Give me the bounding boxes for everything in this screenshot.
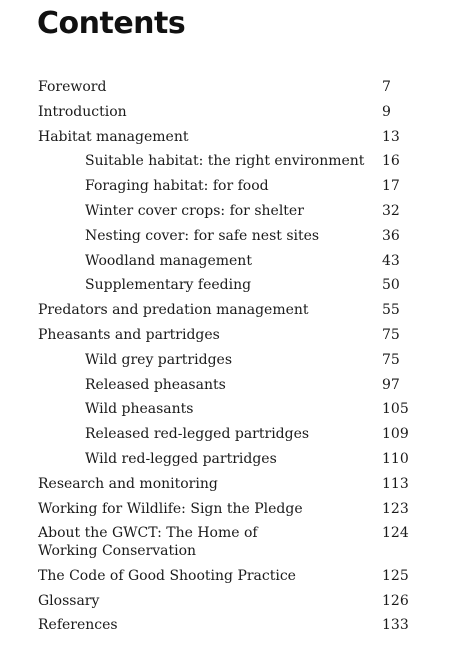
toc-entry-page-number: 36 bbox=[382, 227, 400, 244]
toc-entry bbox=[0, 450, 462, 468]
toc-entry-page-number: 109 bbox=[382, 426, 409, 443]
toc-entry-page-number: 133 bbox=[382, 617, 409, 634]
toc-entry-title bbox=[85, 276, 365, 294]
toc-entry bbox=[0, 78, 462, 96]
toc-entry-page-number: 75 bbox=[382, 351, 400, 368]
toc-entry-title-line: Wild grey partridges bbox=[85, 351, 232, 368]
toc-entry-title bbox=[85, 227, 365, 245]
toc-entry-title bbox=[38, 301, 358, 319]
toc-entry bbox=[0, 524, 462, 560]
toc-entry-page-number: 7 bbox=[382, 79, 391, 95]
toc-entry-page-number: 124 bbox=[382, 525, 409, 542]
toc-entry bbox=[0, 152, 462, 170]
toc-entry-title bbox=[85, 351, 365, 369]
toc-entry bbox=[0, 177, 462, 195]
toc-entry bbox=[0, 351, 462, 369]
toc-entry-page-number: 16 bbox=[382, 153, 400, 170]
toc-entry-title-line: The Code of Good Shooting Practice bbox=[38, 567, 296, 584]
toc-entry-title bbox=[85, 376, 365, 394]
toc-entry bbox=[0, 326, 462, 344]
toc-entry-title bbox=[38, 524, 358, 560]
toc-entry-title bbox=[38, 128, 358, 146]
toc-entry-title bbox=[85, 400, 365, 418]
toc-entry bbox=[0, 500, 462, 518]
toc-entry-title bbox=[38, 103, 358, 121]
toc-entry-title-line: Glossary bbox=[38, 592, 100, 609]
toc-entry bbox=[0, 616, 462, 634]
toc-entry-title bbox=[38, 616, 358, 634]
toc-entry-page-number: 110 bbox=[382, 451, 409, 467]
toc-entry-title-line: Nesting cover: for safe nest sites bbox=[85, 227, 320, 244]
toc-entry-page-number: 75 bbox=[382, 327, 400, 343]
toc-entry-title bbox=[38, 592, 358, 610]
toc-entry-title-line: Predators and predation management bbox=[38, 302, 309, 319]
toc-entry-title-line: Wild red-legged partridges bbox=[85, 451, 277, 467]
toc-entry-title-line: About the GWCT: The Home of bbox=[38, 525, 258, 542]
toc-entry-title-line: Suitable habitat: the right environment bbox=[85, 153, 365, 170]
toc-entry-title-line: Supplementary feeding bbox=[85, 277, 252, 294]
toc-entry-page-number: 17 bbox=[382, 178, 400, 195]
toc-entry bbox=[0, 567, 462, 585]
toc-entry bbox=[0, 276, 462, 294]
toc-entry bbox=[0, 376, 462, 394]
toc-entry-title-line: Woodland management bbox=[85, 252, 252, 269]
toc-entry bbox=[0, 592, 462, 610]
toc-entry-page-number: 125 bbox=[382, 567, 409, 584]
toc-entry-title-line: Wild pheasants bbox=[85, 401, 194, 418]
toc-entry-title-line: Foreword bbox=[38, 79, 107, 95]
toc-entry-title bbox=[85, 202, 365, 220]
toc-entry bbox=[0, 103, 462, 121]
toc-entry-title bbox=[38, 78, 358, 96]
toc-entry-title bbox=[85, 177, 365, 195]
toc-entry-page-number: 55 bbox=[382, 302, 400, 319]
page-title: Contents bbox=[37, 6, 186, 41]
toc-entry-page-number: 43 bbox=[382, 252, 400, 269]
toc-entry-page-number: 113 bbox=[382, 475, 409, 492]
toc-entry-page-number: 105 bbox=[382, 401, 409, 418]
toc-entry-page-number: 126 bbox=[382, 592, 409, 609]
toc-entry-page-number: 32 bbox=[382, 203, 400, 219]
toc-entry-title-line: Released pheasants bbox=[85, 376, 226, 393]
toc-entry-title-line: Released red-legged partridges bbox=[85, 426, 310, 443]
toc-entry-title-line: References bbox=[38, 617, 118, 634]
toc-entry-title-line: Working for Wildlife: Sign the Pledge bbox=[38, 500, 303, 517]
toc-entry-title-line: Introduction bbox=[38, 103, 127, 120]
toc-entry-title-line: Habitat management bbox=[38, 128, 189, 145]
toc-entry-title bbox=[38, 475, 358, 493]
toc-entry-page-number: 97 bbox=[382, 376, 400, 393]
toc-entry-page-number: 9 bbox=[382, 103, 391, 120]
toc-entry-title bbox=[85, 252, 365, 270]
toc-entry-page-number: 50 bbox=[382, 277, 400, 294]
toc-entry bbox=[0, 400, 462, 418]
toc-entry bbox=[0, 227, 462, 245]
toc-entry-title-line: Research and monitoring bbox=[38, 475, 218, 492]
toc-entry-title bbox=[38, 326, 358, 344]
toc-entry bbox=[0, 301, 462, 319]
toc-entry-title bbox=[38, 500, 358, 518]
toc-entry-title-line: Working Conservation bbox=[38, 543, 197, 560]
toc-entry bbox=[0, 475, 462, 493]
toc-entry-title-line: Pheasants and partridges bbox=[38, 327, 220, 343]
toc-entry bbox=[0, 202, 462, 220]
toc-entry-title bbox=[85, 152, 365, 170]
toc-entry bbox=[0, 252, 462, 270]
toc-entry-title bbox=[38, 567, 358, 585]
toc-entry-title bbox=[85, 450, 365, 468]
toc-entry-page-number: 13 bbox=[382, 128, 400, 145]
toc-entry bbox=[0, 425, 462, 443]
toc-entry-title-line: Foraging habitat: for food bbox=[85, 178, 269, 195]
toc-entry-title bbox=[85, 425, 365, 443]
toc-entry bbox=[0, 128, 462, 146]
toc-entry-page-number: 123 bbox=[382, 500, 409, 517]
toc-entry-title-line: Winter cover crops: for shelter bbox=[85, 203, 304, 219]
